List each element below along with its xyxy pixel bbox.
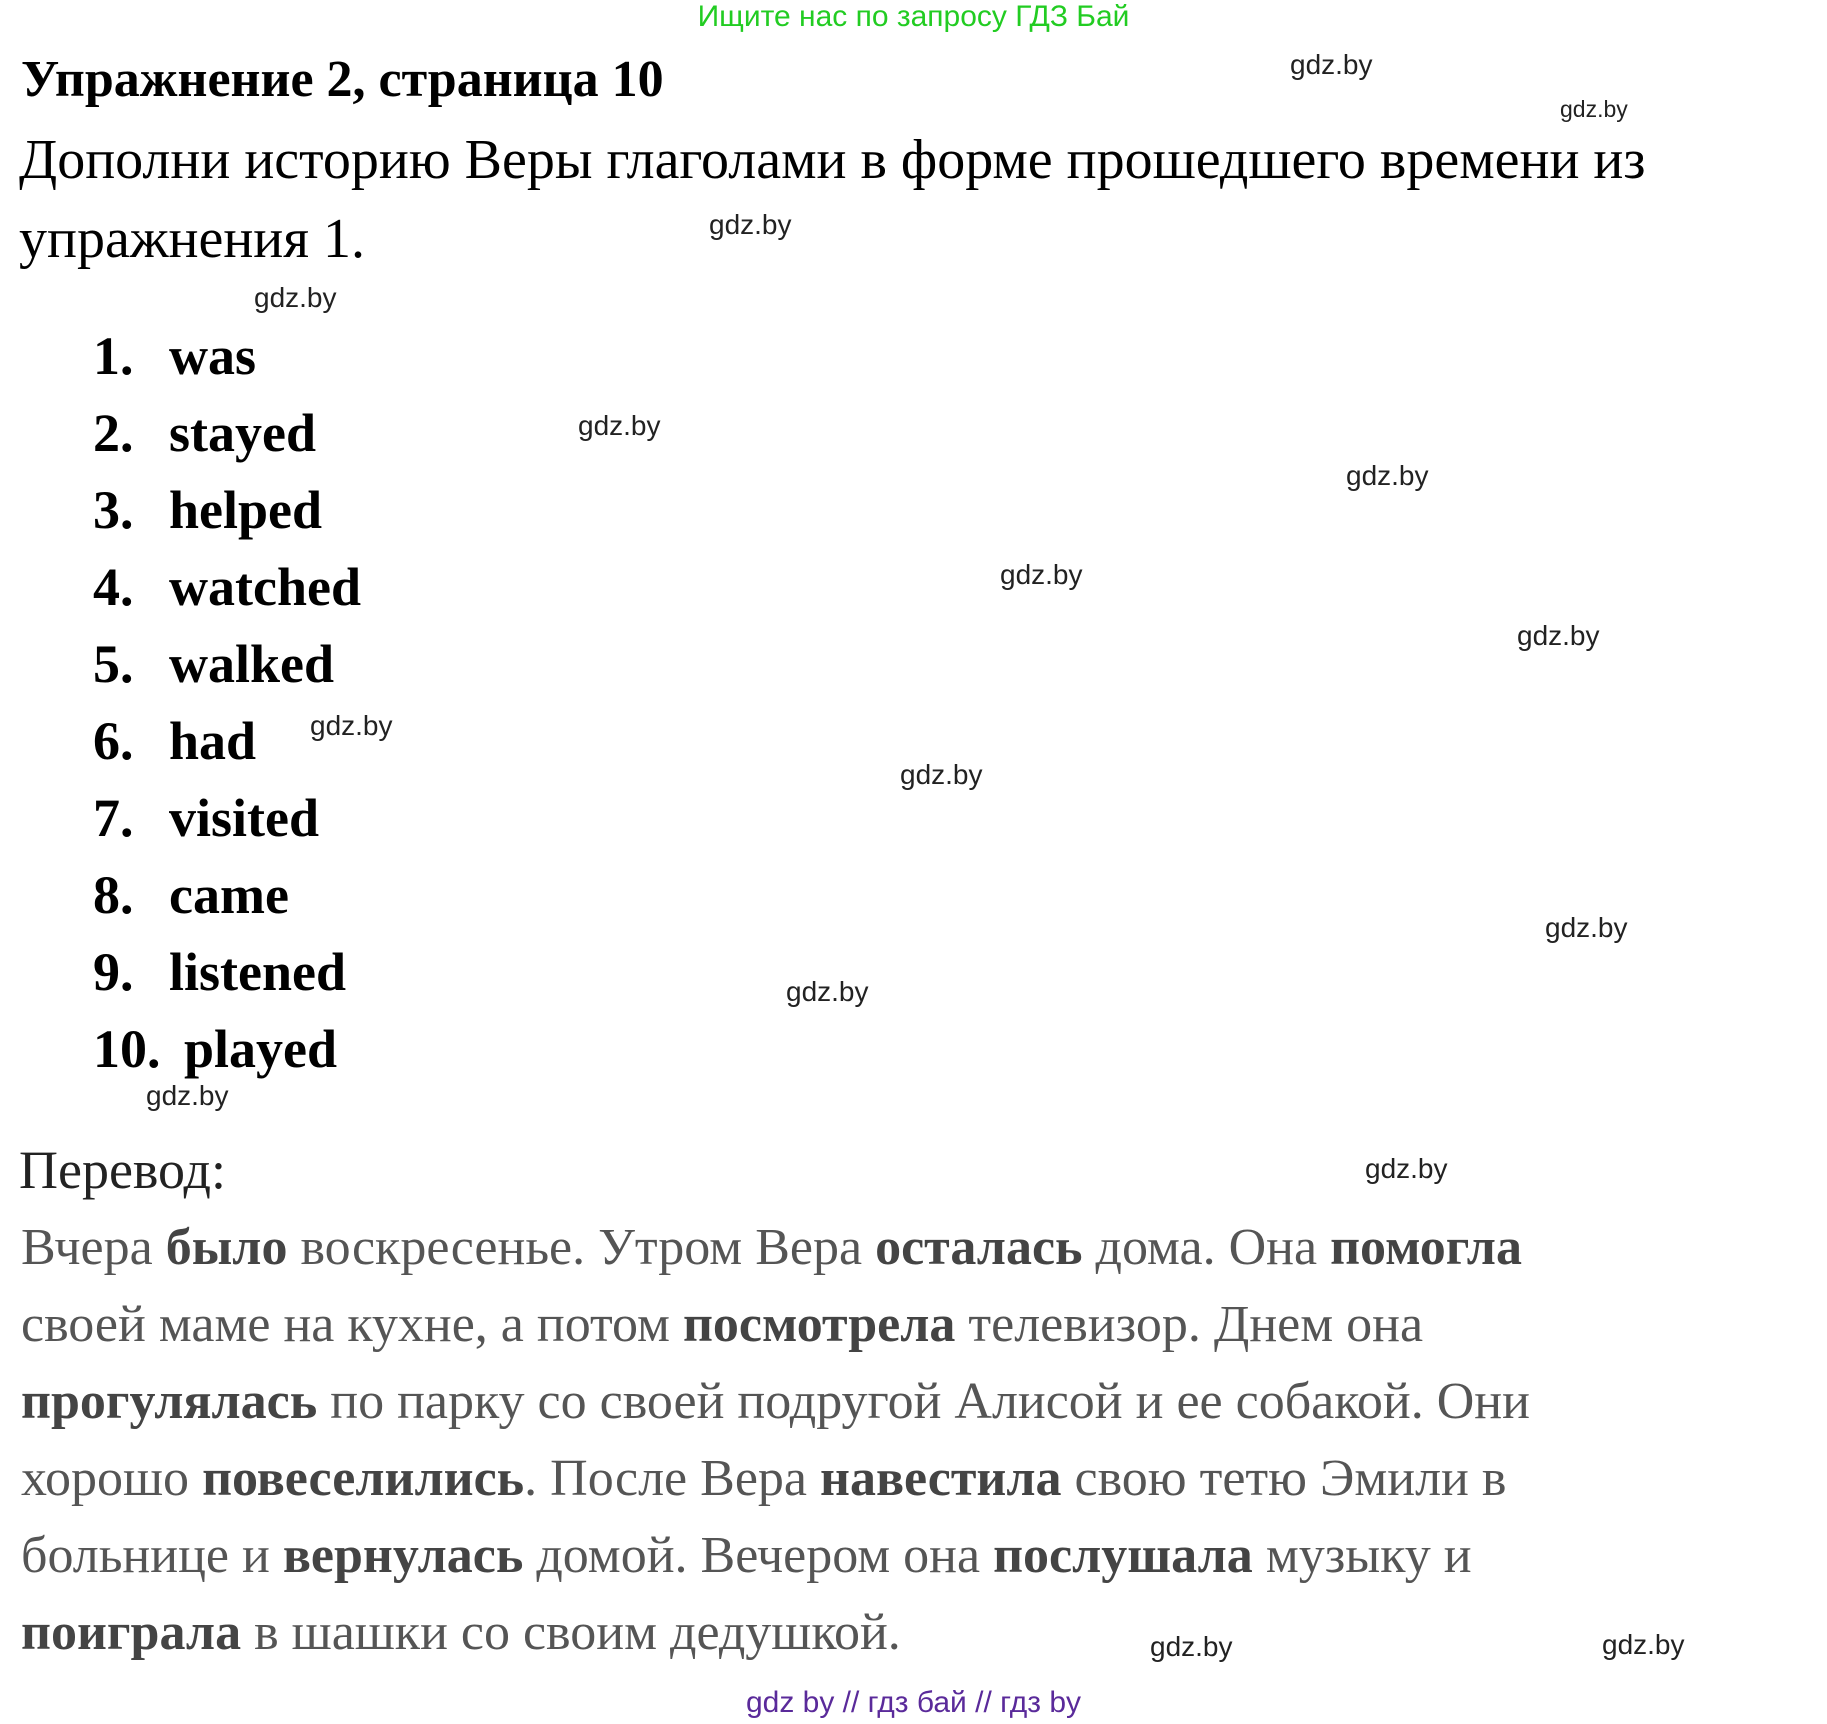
watermark: gdz.by bbox=[1545, 912, 1628, 943]
answer-number: 6. bbox=[93, 711, 134, 771]
answer-number: 7. bbox=[93, 788, 134, 848]
watermark: gdz.by bbox=[254, 282, 337, 313]
answer-word: played bbox=[184, 1019, 338, 1079]
text-segment: свою тетю Эмили в bbox=[1061, 1450, 1507, 1507]
answer-word: visited bbox=[169, 788, 320, 848]
text-segment: больнице и bbox=[21, 1527, 283, 1584]
highlighted-verb: посмотрела bbox=[682, 1296, 956, 1353]
text-segment: своей маме на кухне, а потом bbox=[21, 1296, 683, 1353]
answer-number: 3. bbox=[93, 480, 134, 540]
instruction-line: Дополни историю Веры глаголами в форме прошедшего времени из bbox=[19, 129, 1646, 191]
answer-number: 9. bbox=[93, 942, 134, 1002]
translation-line bbox=[21, 1603, 1788, 1663]
highlighted-verb: было bbox=[165, 1219, 288, 1276]
answer-number: 10. bbox=[93, 1019, 161, 1079]
watermark: gdz.by bbox=[1560, 96, 1628, 122]
watermark: gdz.by bbox=[786, 976, 869, 1007]
watermark: gdz.by bbox=[900, 759, 983, 790]
highlighted-verb: повеселились bbox=[202, 1450, 525, 1507]
page-title: Упражнение 2, страница 10 bbox=[21, 51, 664, 108]
translation-line bbox=[21, 1372, 1788, 1432]
watermark: gdz.by bbox=[1000, 559, 1083, 590]
text-segment: телевизор. Днем она bbox=[955, 1296, 1424, 1353]
translation-line bbox=[21, 1218, 1788, 1278]
answer-word: stayed bbox=[169, 403, 316, 463]
answer-word: came bbox=[169, 865, 289, 925]
text-segment: в шашки со своим дедушкой. bbox=[241, 1604, 901, 1661]
instruction-line: упражнения 1. bbox=[19, 208, 366, 270]
answer-word: walked bbox=[169, 634, 335, 694]
translation-line bbox=[21, 1449, 1788, 1509]
answer-number: 4. bbox=[93, 557, 134, 617]
text-segment: домой. Вечером она bbox=[523, 1527, 994, 1584]
translation-line bbox=[21, 1526, 1788, 1586]
search-banner: Ищите нас по запросу ГДЗ Бай bbox=[697, 0, 1130, 33]
answer-number: 1. bbox=[93, 326, 134, 386]
answer-word: helped bbox=[169, 480, 323, 540]
text-segment: . После Вера bbox=[524, 1450, 820, 1507]
translation-line bbox=[21, 1295, 1788, 1355]
highlighted-verb: прогулялась bbox=[21, 1373, 318, 1430]
watermark: gdz.by bbox=[1346, 460, 1429, 491]
text-segment: дома. Она bbox=[1082, 1219, 1331, 1276]
highlighted-verb: поиграла bbox=[21, 1604, 242, 1661]
answer-word: had bbox=[169, 711, 257, 771]
watermark: gdz.by bbox=[1602, 1629, 1685, 1660]
watermark: gdz.by bbox=[578, 410, 661, 441]
watermark: gdz.by bbox=[1290, 49, 1373, 80]
watermark: gdz.by bbox=[1150, 1631, 1233, 1662]
footer-links: gdz by // гдз бай // гдз by bbox=[745, 1686, 1082, 1719]
watermark: gdz.by bbox=[709, 209, 792, 240]
translation-label: Перевод: bbox=[19, 1140, 226, 1200]
watermark: gdz.by bbox=[310, 710, 393, 741]
text-segment: Вчера bbox=[21, 1219, 166, 1276]
highlighted-verb: послушала bbox=[993, 1527, 1253, 1584]
text-segment: по парку со своей подругой Алисой и ее собакой. Они bbox=[317, 1373, 1530, 1430]
text-segment: музыку и bbox=[1252, 1527, 1472, 1584]
text-segment: воскресенье. Утром Вера bbox=[287, 1219, 876, 1276]
answer-word: was bbox=[169, 326, 257, 386]
highlighted-verb: помогла bbox=[1330, 1219, 1522, 1276]
answer-number: 5. bbox=[93, 634, 134, 694]
highlighted-verb: осталась bbox=[875, 1219, 1083, 1276]
watermark: gdz.by bbox=[146, 1080, 229, 1111]
highlighted-verb: навестила bbox=[819, 1450, 1062, 1507]
answer-word: watched bbox=[169, 557, 361, 617]
watermark: gdz.by bbox=[1517, 620, 1600, 651]
answer-number: 8. bbox=[93, 865, 134, 925]
text-segment: хорошо bbox=[21, 1450, 203, 1507]
watermark: gdz.by bbox=[1365, 1153, 1448, 1184]
highlighted-verb: вернулась bbox=[282, 1527, 524, 1584]
answer-number: 2. bbox=[93, 403, 134, 463]
answer-word: listened bbox=[169, 942, 347, 1002]
